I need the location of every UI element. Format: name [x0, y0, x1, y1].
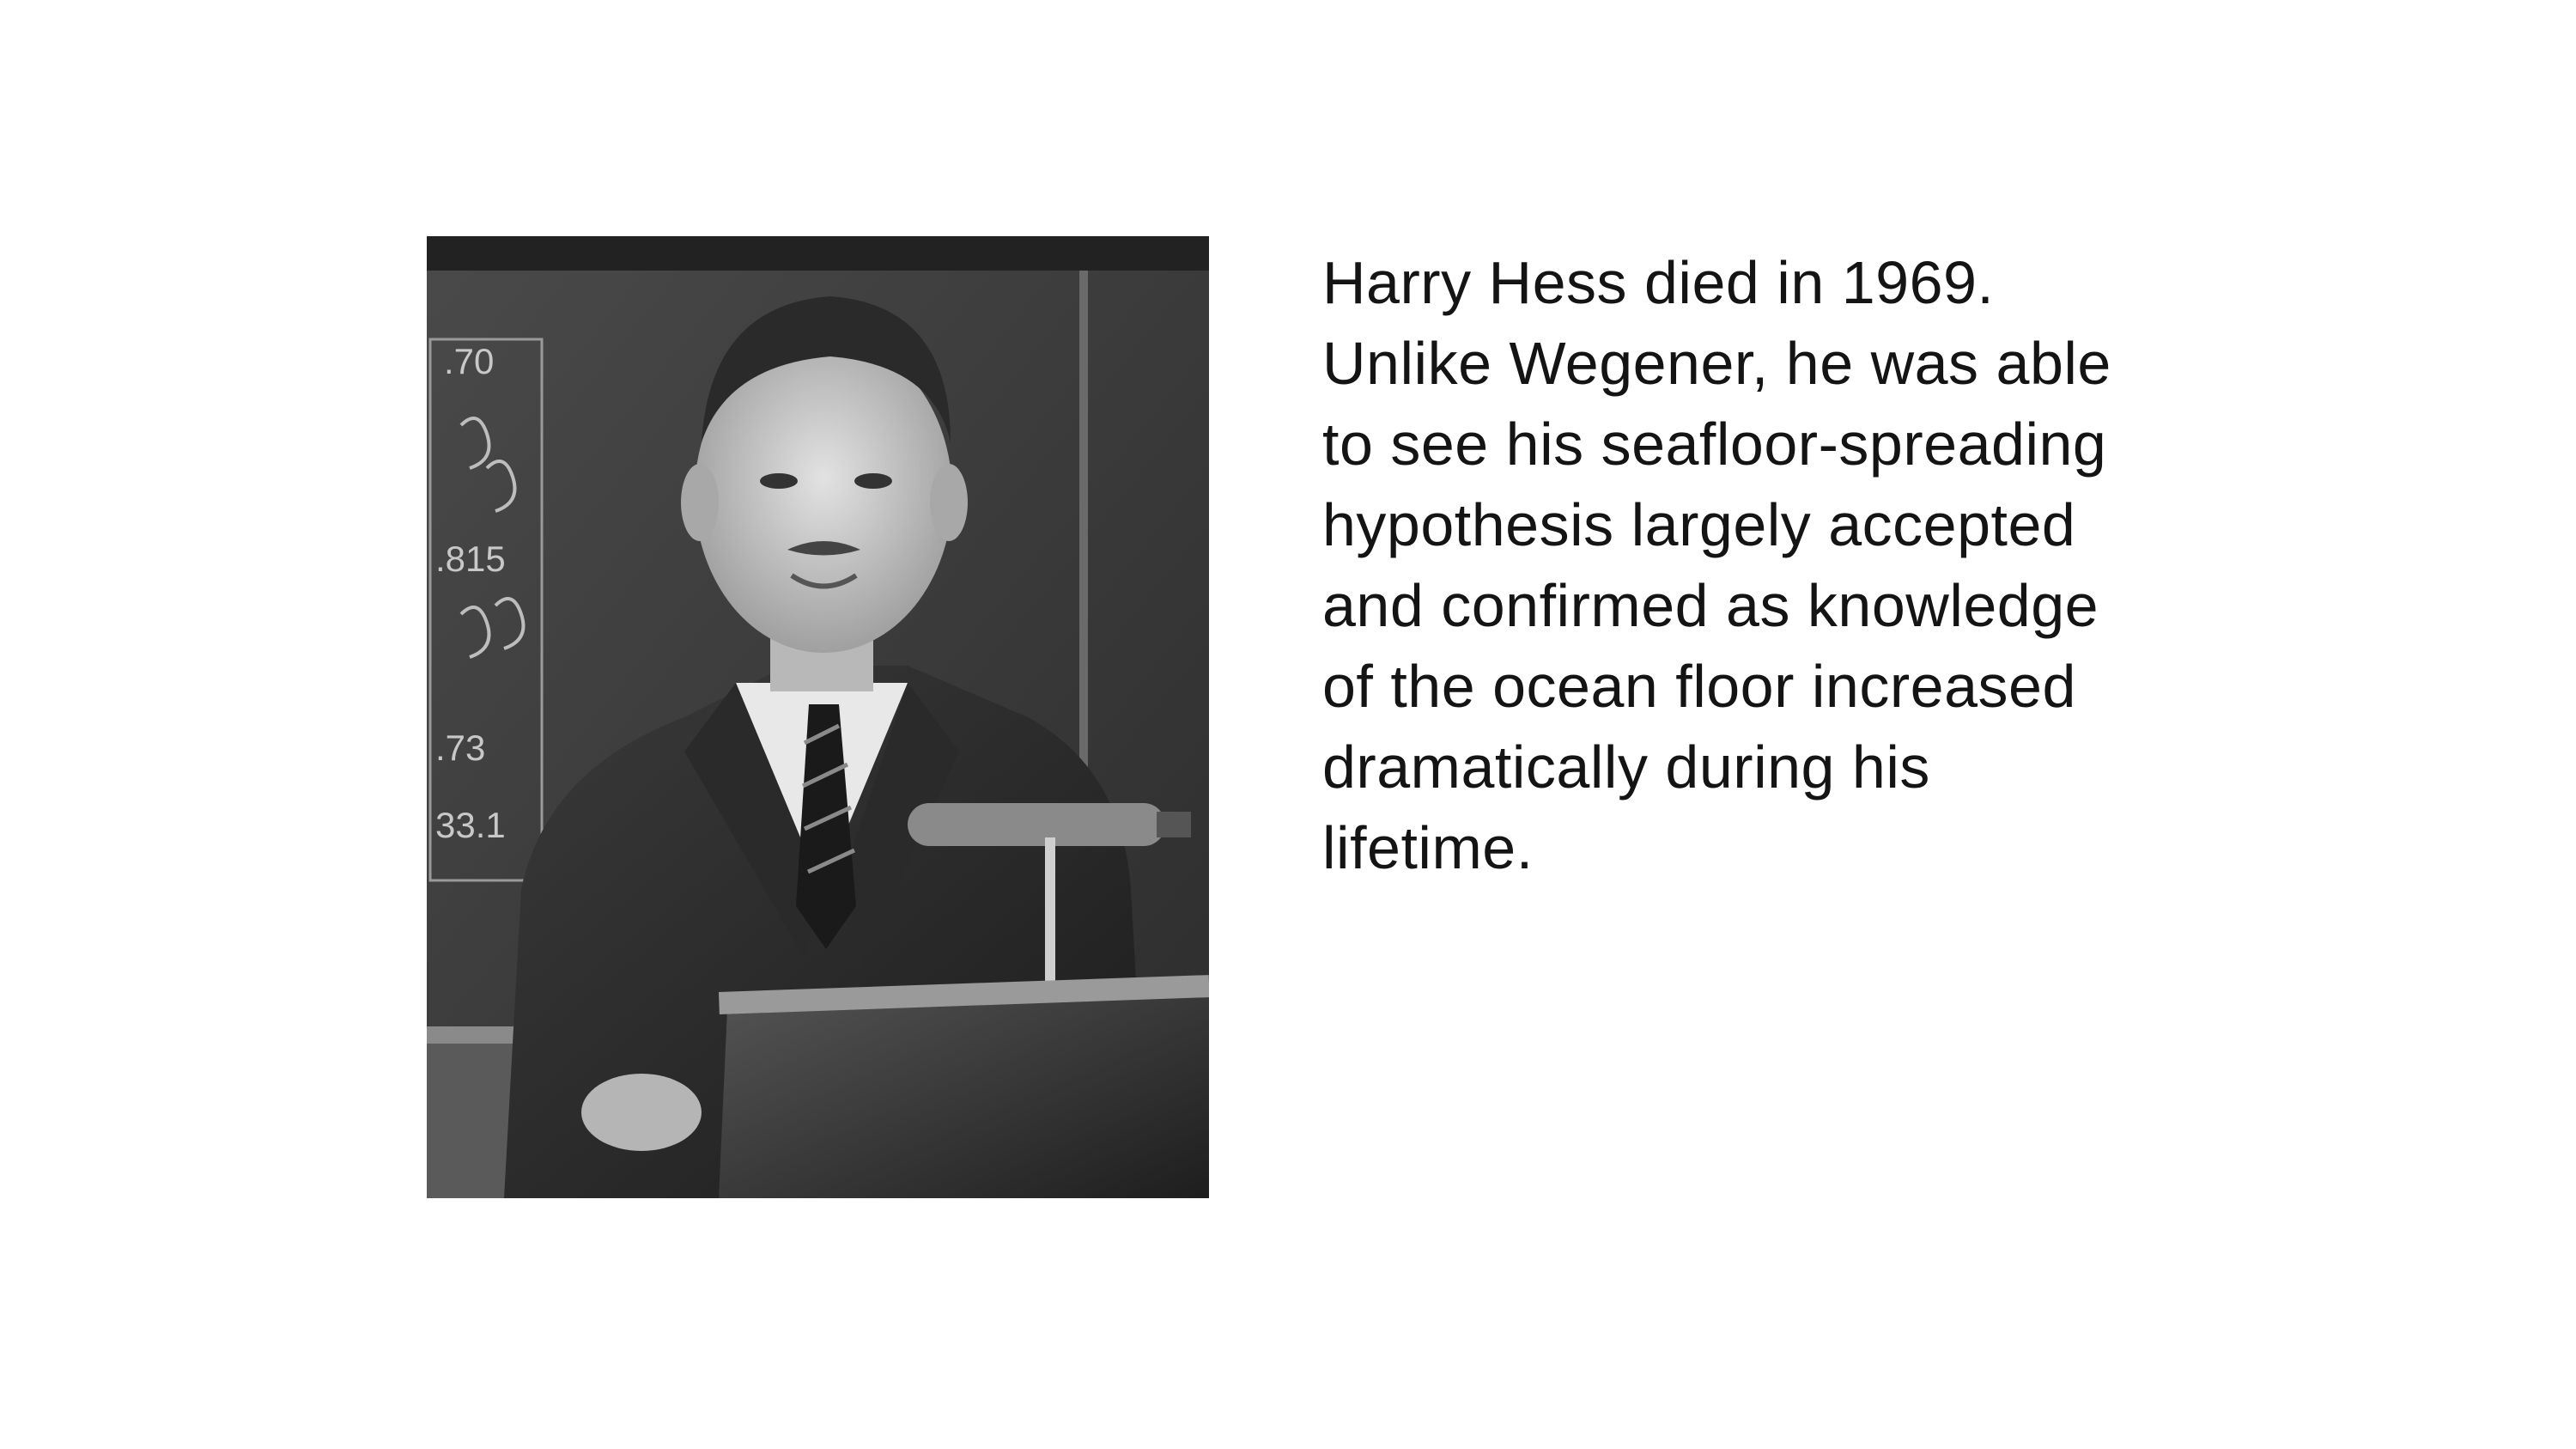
caption-line: Harry Hess died in 1969. [1322, 249, 1995, 316]
caption-line: dramatically during his [1322, 734, 1930, 801]
portrait-illustration [427, 236, 1209, 1198]
chalk-mark: .70 [444, 341, 495, 381]
ear-left [681, 464, 719, 541]
board-top-rail [427, 236, 1209, 271]
chalk-mark: .73 [435, 728, 486, 768]
hand [581, 1074, 702, 1151]
ear-right [930, 464, 968, 541]
microphone [908, 803, 1165, 846]
caption-line: hypothesis largely accepted [1322, 491, 2076, 558]
lectern [719, 983, 1209, 1198]
chalk-mark: 33.1 [435, 805, 506, 845]
caption-line: and confirmed as knowledge [1322, 572, 2099, 639]
caption-text [1322, 242, 2267, 888]
microphone-cap [1157, 812, 1191, 837]
caption-line: to see his seafloor-spreading [1322, 411, 2107, 478]
portrait-photo [427, 236, 1209, 1198]
chalk-mark: .815 [435, 539, 506, 579]
caption-line: of the ocean floor increased [1322, 653, 2076, 720]
caption-line: Unlike Wegener, he was able [1322, 330, 2111, 397]
caption-line: lifetime. [1322, 814, 1534, 881]
eye-left [760, 473, 798, 489]
eye-right [854, 473, 892, 489]
